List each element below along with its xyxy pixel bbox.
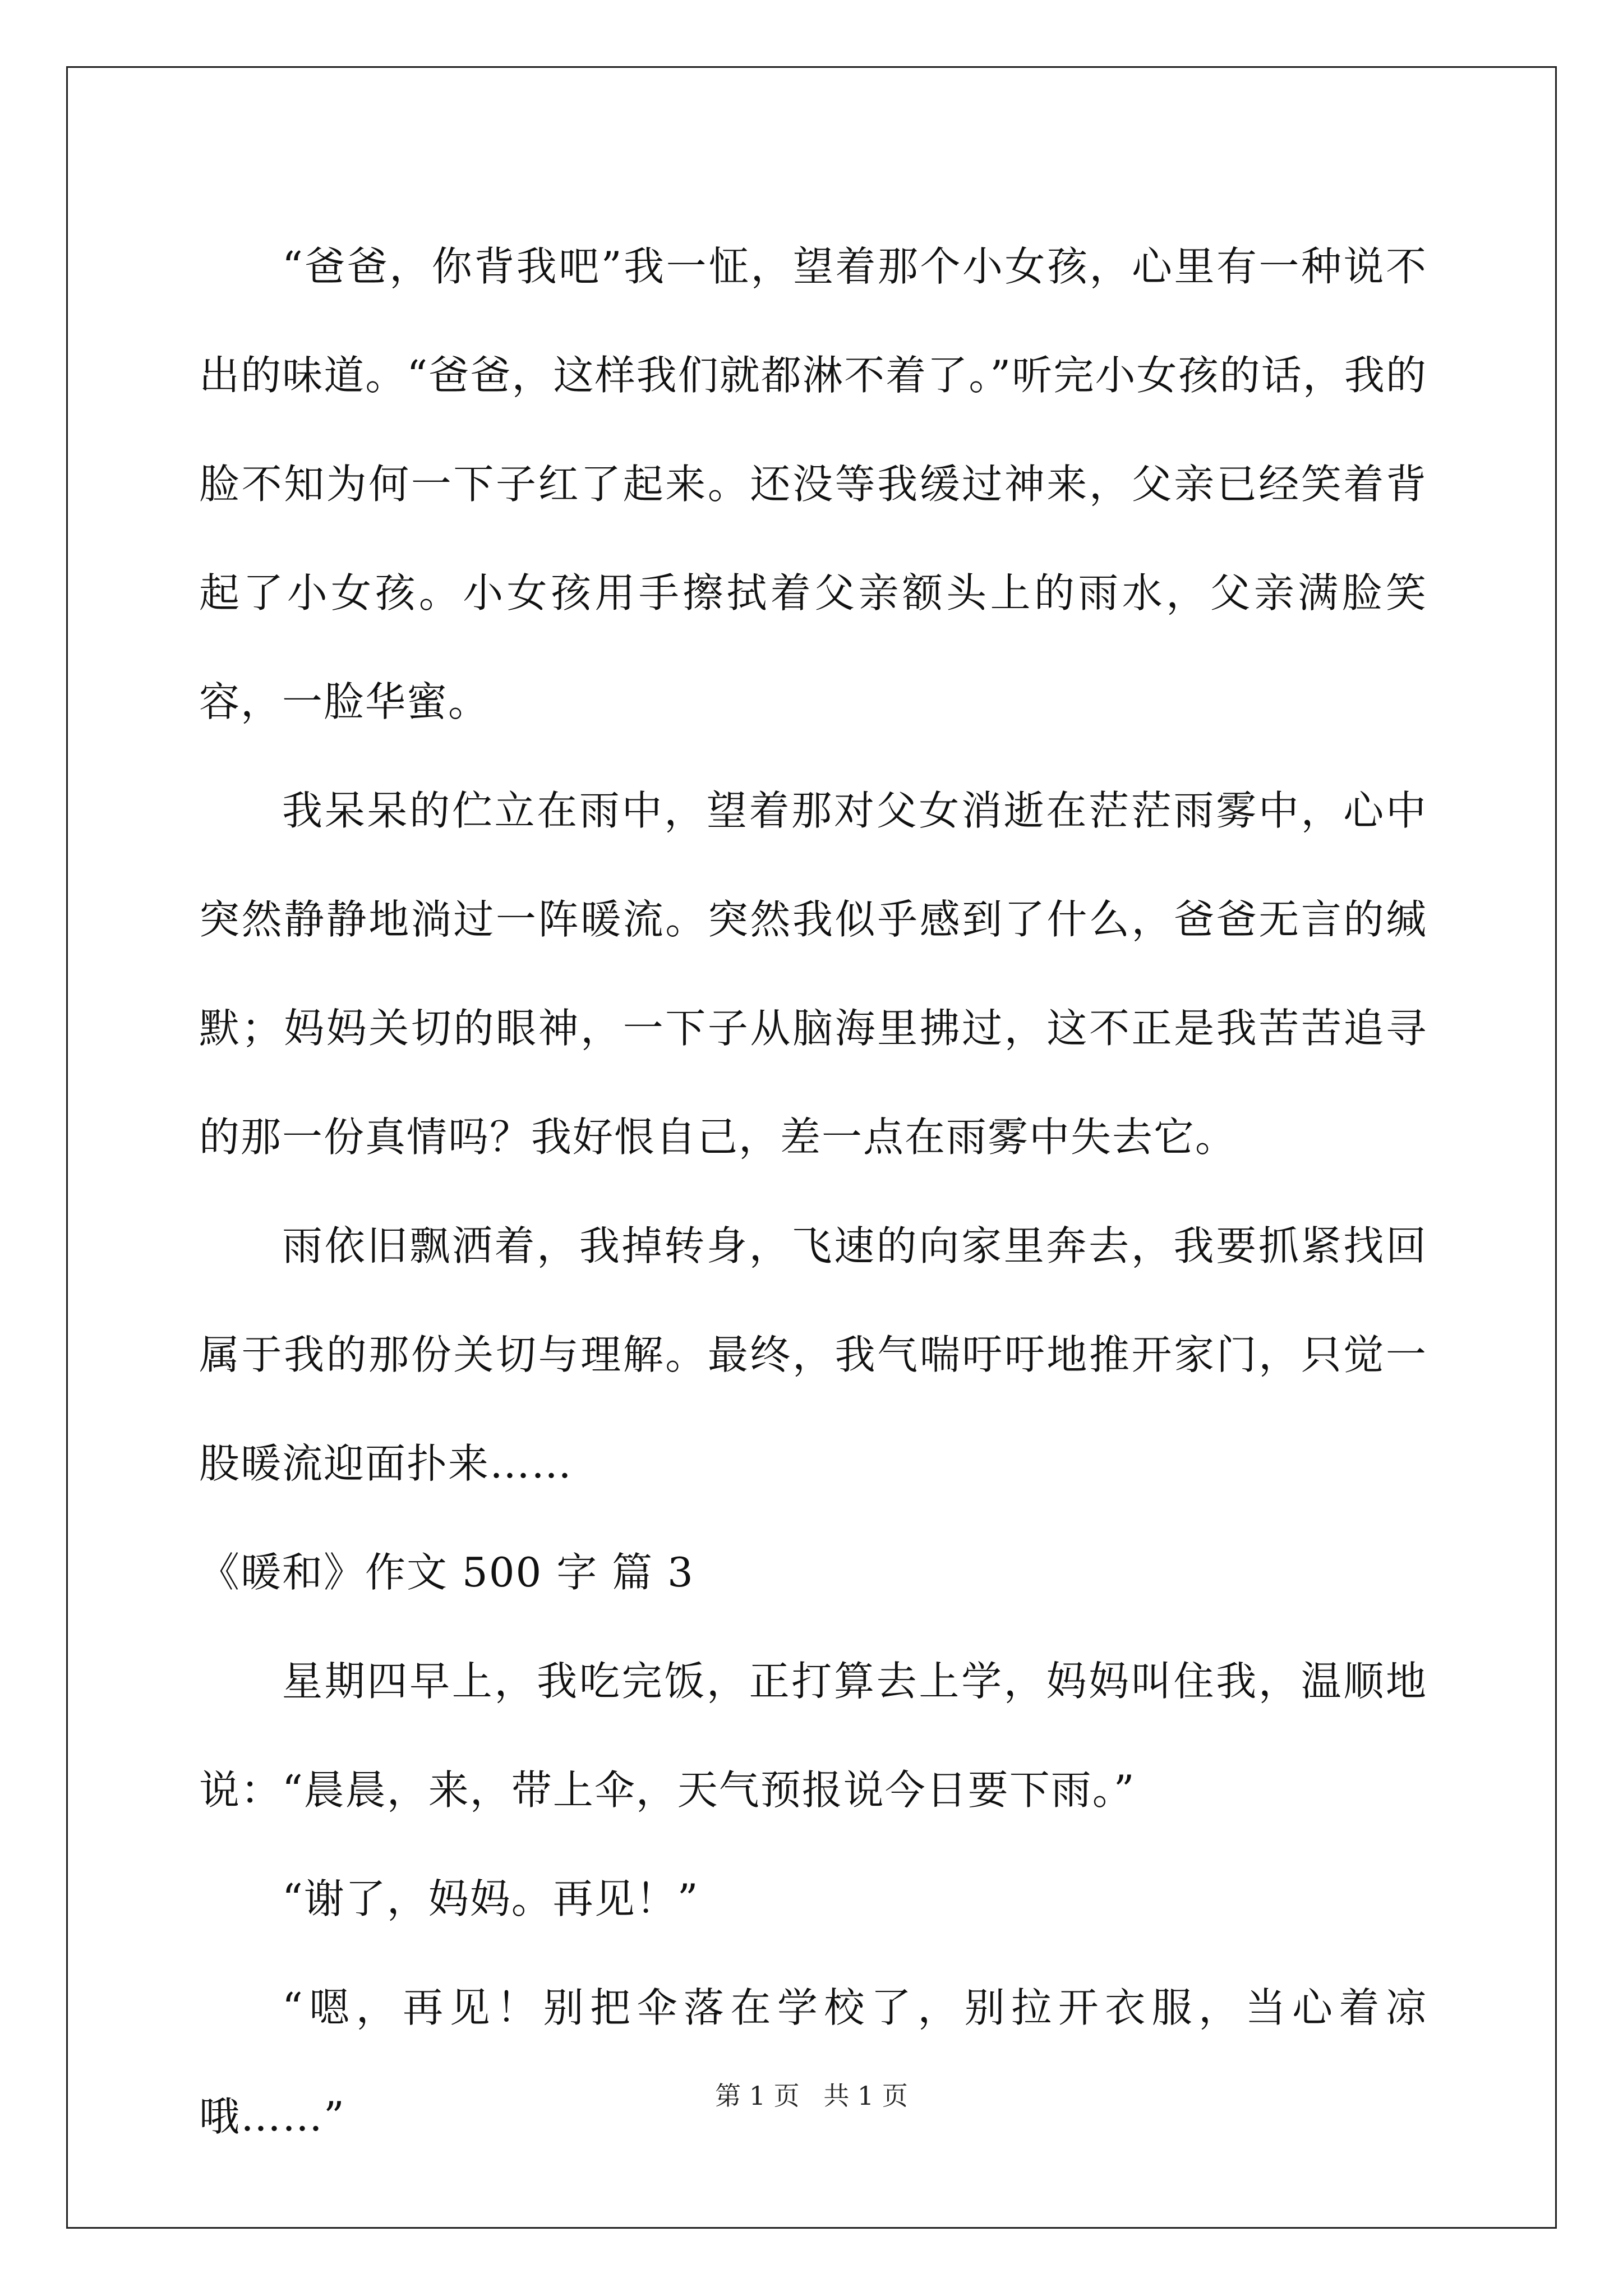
section-heading: 《暖和》作文 500 字 篇 3 xyxy=(199,1549,694,1596)
paragraph-2: 我呆呆的伫立在雨中，望着那对父女消逝在茫茫雨雾中，心中突然静静地淌过一阵暖流。突然我似乎感到了什么，爸爸无言的缄默；妈妈关切的眼神，一下子从脑海里拂过，这不正是我苦苦追寻的那一份真情吗？我好恨自己，差一点在雨雾中失去它。 xyxy=(199,787,1427,1161)
document-body xyxy=(199,212,1427,2171)
page-number-current: 第 1 页 xyxy=(715,2081,800,2111)
paragraph-1: “爸爸，你背我吧”我一怔，望着那个小女孩，心里有一种说不出的味道。“爸爸，这样我们就都淋不着了。”听完小女孩的话，我的脸不知为何一下子红了起来。还没等我缓过神来，父亲已经笑着背起了小女孩。小女孩用手擦拭着父亲额头上的雨水，父亲满脸笑容，一脸华蜜。 xyxy=(199,243,1427,725)
paragraph-3: 雨依旧飘洒着，我掉转身，飞速的向家里奔去，我要抓紧找回属于我的那份关切与理解。最终，我气喘吁吁地推开家门，只觉一股暖流迎面扑来…… xyxy=(199,1222,1427,1487)
paragraph-4: 星期四早上，我吃完饭，正打算去上学，妈妈叫住我，温顺地说：“晨晨，来，带上伞，天气预报说今日要下雨。” xyxy=(199,1658,1427,1814)
paragraph-6: “嗯，再见！别把伞落在学校了，别拉开衣服，当心着凉哦……” xyxy=(199,1984,1427,2140)
paragraph-5: “谢了，妈妈。再见！” xyxy=(282,1875,699,1922)
page-number-total: 共 1 页 xyxy=(823,2081,908,2111)
page-footer xyxy=(0,2076,1623,2113)
